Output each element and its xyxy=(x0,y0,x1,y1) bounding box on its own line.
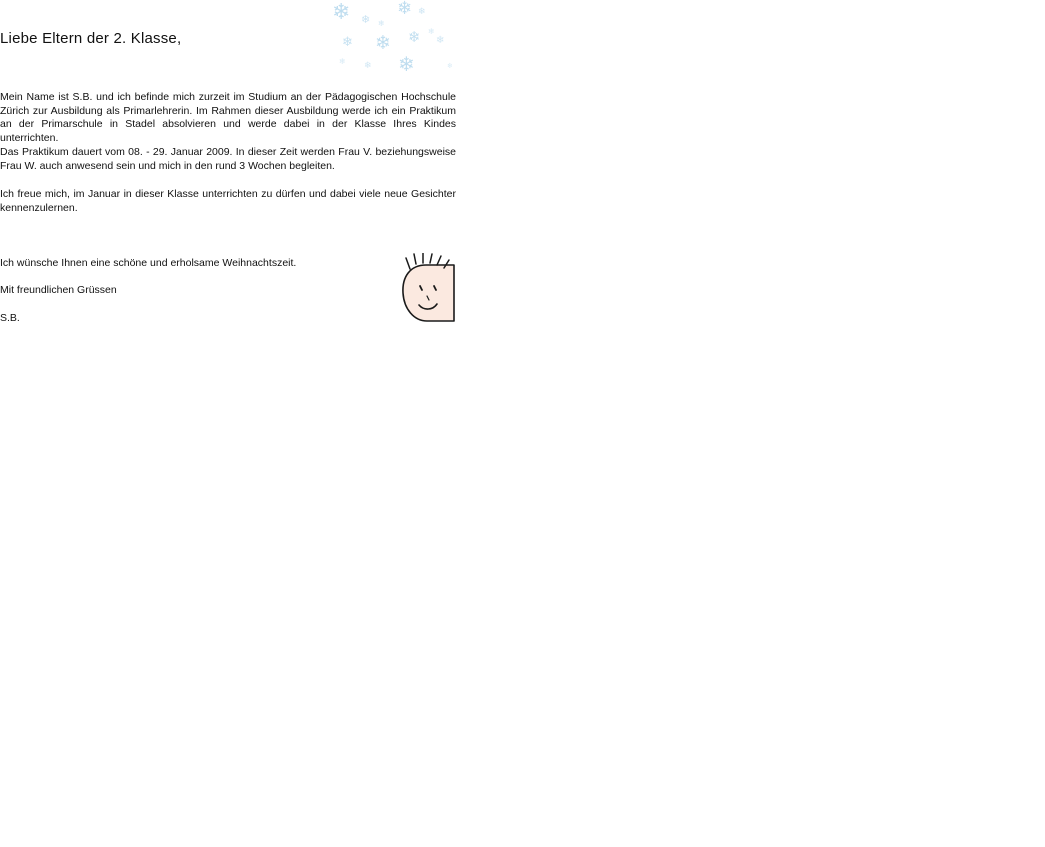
letter-paragraph: Ich freue mich, im Januar in dieser Klasse unterrichten zu dürfen und dabei viele neue Gesichter kennenzulernen. xyxy=(0,188,456,214)
letter-closing-wish: Ich wünsche Ihnen eine schöne und erholsame Weihnachtszeit. xyxy=(0,257,297,269)
snowflake-icon: ❄ xyxy=(375,32,391,54)
letter-salutation: Liebe Eltern der 2. Klasse, xyxy=(0,30,182,47)
snowflake-icon: ❄ xyxy=(428,27,435,36)
letter-paragraph: Mein Name ist S.B. und ich befinde mich zurzeit im Studium an der Pädagogischen Hochschule Zürich zur Ausbildung als Primarlehrerin. Im Rahmen dieser Ausbildung werde ich ein Praktikum an der Primarschule in Stadel absolvieren und werde dabei in der Klasse Ihres Kindes unterrichten. xyxy=(0,91,456,144)
drawn-face-illustration xyxy=(396,253,456,333)
snowflake-icon: ❄ xyxy=(364,61,372,71)
snowflake-icon: ❄ xyxy=(447,62,453,70)
snowflake-icon: ❄ xyxy=(361,13,371,26)
snowflake-icon: ❄ xyxy=(397,0,413,19)
snowflake-icon: ❄ xyxy=(342,35,353,50)
snowflake-icon: ❄ xyxy=(436,35,445,46)
snowflake-icon: ❄ xyxy=(332,0,351,25)
snowflake-icon: ❄ xyxy=(398,52,415,76)
letter-signature: S.B. xyxy=(0,312,20,324)
letter-closing-greeting: Mit freundlichen Grüssen xyxy=(0,284,117,296)
snowflake-icon: ❄ xyxy=(378,19,385,28)
snowflake-icon: ❄ xyxy=(418,7,426,17)
snowflake-icon: ❄ xyxy=(339,57,346,66)
snowflake-icon: ❄ xyxy=(408,28,421,46)
letter-paragraph: Das Praktikum dauert vom 08. - 29. Januar 2009. In dieser Zeit werden Frau V. beziehungsweise Frau W. auch anwesend sein und mich in den rund 3 Wochen begleiten. xyxy=(0,146,456,172)
